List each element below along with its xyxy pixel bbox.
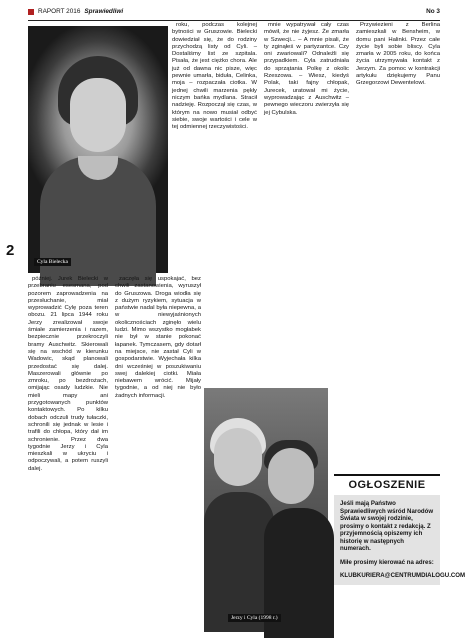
portrait-caption: Cyla Bielecka (34, 258, 71, 266)
article-text: mnie wypatrywał cały czas mówił, że nie żyjesz. Że zmarła w Szwecji... – A mnie pisali, że ty zginąłeś w partyzantce. Czy oni zwariowali? Odnaleźli się przypadkiem. Cyla zatrudniała do sprzątania Polkę z okolic Rzeszowa. – Wiesz, kiedyś Polak, taki fajny chłopak, Jurecek, uratował mi życie, wyprowadzając z Auschwitz – pewnego wieczoru zwierzyła się jej Cybulska. (264, 22, 349, 116)
couple-caption: Jerzy i Cyla (1998 r.) (228, 614, 281, 622)
couple-photo (204, 388, 328, 626)
header-square-icon (28, 9, 34, 15)
article-column-1 (28, 276, 108, 473)
header-issue-number: No 3 (426, 8, 440, 15)
article-column-5 (356, 22, 440, 88)
page-header (28, 8, 440, 20)
photo-figure-woman-face (214, 428, 262, 486)
article-text: zaczęła się uspokajać, bez chwili zastanowienia, wyruszył do Gruszowa. Droga wiodła się z dużym ryzykiem, sytuacja w państwie nadal była niepewna, a w niewyjaśnionych okolicznościach zginęło wielu ludzi. Mimo wszystko mogłabek nie był w stanie pokonać łapanek. Tymczasem, gdy dotarł na miejsce, nie zastał Cyli w gospodarstwie. Wyjechała kilka dni wcześniej w poszukiwaniu swej dalekiej ciotki. Miała niebawem wrócić. Mijały tygodnie, a od niej nie było żadnych informacji. (115, 276, 201, 399)
announcement-email[interactable]: KLUBKURIERA@CENTRUMDIALOGU.COM (340, 572, 465, 579)
announcement-contact-label: Miłe prosimy kierować na adres: (340, 558, 434, 566)
announcement (334, 474, 465, 585)
article-text: Przywiezieni z Berlina zamieszkali w Bensheim, w domu pani Halinki. Przez całe życie byli sobie bliscy. Cyla zmarła w 2005 roku, do końca życia utrzymywała kontakt z Jerzym. Za pomoc w kontrakcji artykułu dziękujemy Panu Grzegorzowi Dewentelowi. (356, 22, 440, 87)
header-divider (28, 20, 440, 21)
portrait-photo (28, 26, 168, 273)
page-number: 2 (6, 242, 15, 259)
announcement-title: OGŁOSZENIE (348, 479, 426, 491)
header-section: RAPORT 2016 (38, 8, 81, 15)
announcement-box (334, 495, 465, 585)
header-left (28, 8, 123, 15)
photo-figure-man-face (268, 448, 314, 504)
article-column-3 (172, 22, 257, 131)
photo-figure-face (70, 78, 126, 152)
announcement-body: Jeśli mają Państwo Sprawiedliwych wśród Narodów Świata w swojej rodzinie, prosimy o kontakt z redakcją. Z przyjemnością opiszemy ich historię w następnych numerach. (340, 500, 434, 552)
article-column-2 (115, 276, 201, 400)
article-column-4 (264, 22, 349, 117)
article-text: roku, podczas kolejnej bytności w Gruszowie. Bielecki dowiedział się, że do rodziny przychodzą listy od Cyli. – Dostaliśmy list ze szpitala. Pisała, że jest ciężko chora. Ale już od dawna nic pisze, więc pewnie umarła, biduła, Celinka, moja – rozpaczała ciotka. W jednej chwili marzenia pękły niczym bańka mydlana. Stracił nadzieję. Rozpoczął się czas, w którym na nowo musiał odbyć siebie, swoje wartości i cele w tej odmiennej rzeczywistości. (172, 22, 257, 131)
header-category: Sprawiedliwi (84, 8, 124, 15)
article-text: później. Jurek Bielecki w przebraniu esesmana, pod pozorem zaprowadzenia na przesłuchanie, miał wyprowadzić Cylę poza teren obozu. 21 lipca 1944 roku Jerzy zrealizował swoje śmiałe zamierzenia i razem, bezpiecznie przekroczyli bramy Auschwitz. Skierowali się na wschód w kierunku Wadowic, skąd planowali przedostać się dalej. Maszerowali głównie po zmroku, po bezdrożach, omijając osady ludzkie. Nie mieli mapy ani przygotowanych punktów kontaktowych. Po kilku dobach odczuli trudy tułaczki, schronili się jednak w lesie i trafili do chłopa, który dał im schronienie. Przez dwa tygodnie Jerzy i Cyla mieszkali w ukryciu i odpoczywali, a potem ruszyli dalej. (28, 276, 108, 472)
